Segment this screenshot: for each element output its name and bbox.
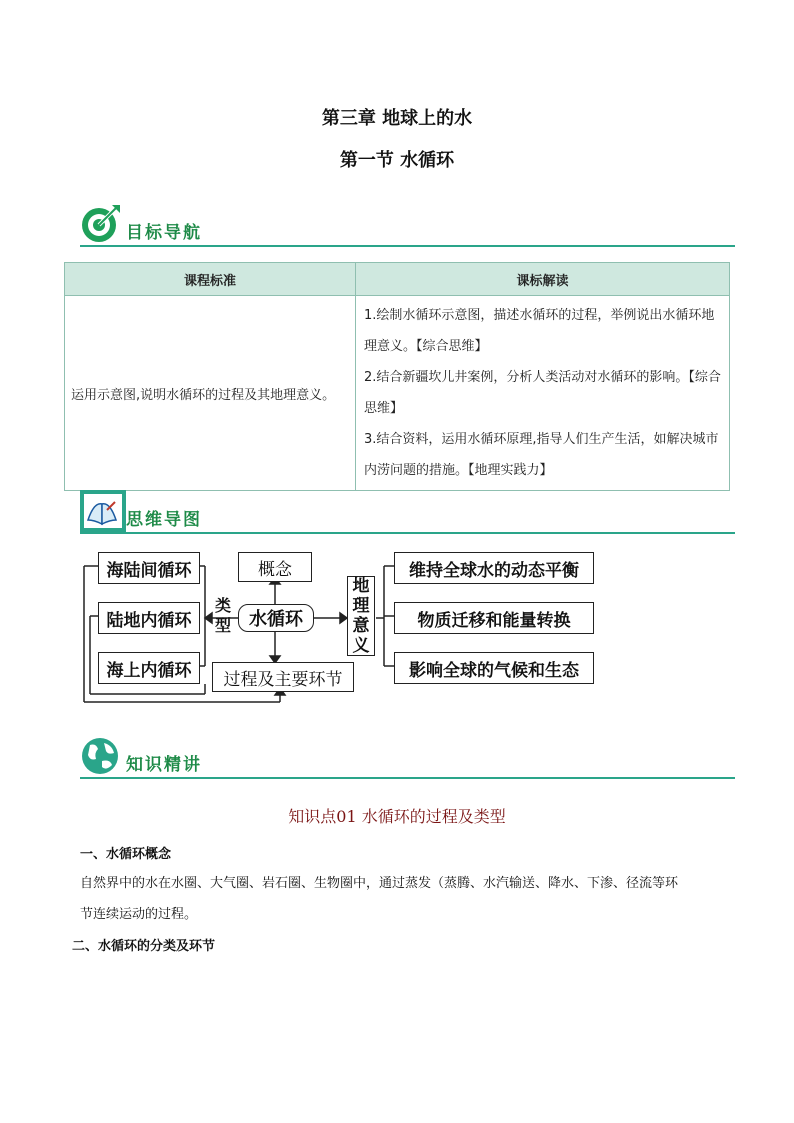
type-box-sea: 海上内循环	[98, 652, 200, 684]
section-label-goals: 目标导航	[126, 223, 202, 243]
interpretation-item: 3.结合资料，运用水循环原理,指导人们生产生活，如解决城市内涝问题的措施。【地理实践力】	[364, 432, 719, 478]
concept-box: 概念	[238, 552, 312, 582]
interpretation-item: 2.结合新疆坎儿井案例，分析人类活动对水循环的影响。【综合思维】	[364, 370, 721, 416]
table-header-interpretation: 课标解读	[356, 263, 730, 296]
section-label-knowledge: 知识精讲	[126, 755, 202, 775]
significance-box-transfer: 物质迁移和能量转换	[394, 602, 594, 634]
heading-concept: 一、水循环概念	[80, 847, 172, 862]
type-box-sea-land: 海陆间循环	[98, 552, 200, 584]
section-header-knowledge	[80, 735, 735, 779]
chapter-title: 第三章 地球上的水	[321, 108, 473, 129]
significance-box-balance: 维持全球水的动态平衡	[394, 552, 594, 584]
section-label-mindmap: 思维导图	[126, 510, 202, 530]
paragraph-line: 节连续运动的过程。	[80, 907, 198, 922]
center-box: 水循环	[238, 604, 314, 632]
section-title: 第一节 水循环	[339, 150, 455, 171]
type-box-land: 陆地内循环	[98, 602, 200, 634]
process-box: 过程及主要环节	[212, 662, 354, 692]
standard-cell: 运用示意图,说明水循环的过程及其地理意义。	[65, 296, 356, 491]
significance-box-climate: 影响全球的气候和生态	[394, 652, 594, 684]
paragraph-line: 自然界中的水在水圈、大气圈、岩石圈、生物圈中，通过蒸发（蒸腾、水汽输送、降水、下渗、径流等环	[80, 876, 679, 891]
knowledge-point-title: 知识点01 水循环的过程及类型	[288, 807, 506, 826]
interpretation-item: 1.绘制水循环示意图，描述水循环的过程，举例说出水循环地理意义。【综合思维】	[364, 308, 715, 354]
significance-label-box: 地理意义	[347, 576, 375, 656]
table-header-standard: 课程标准	[65, 263, 356, 296]
type-label: 类型	[214, 596, 231, 635]
globe-icon	[80, 735, 122, 777]
concept-paragraph	[80, 868, 730, 930]
heading-types: 二、水循环的分类及环节	[72, 939, 216, 954]
